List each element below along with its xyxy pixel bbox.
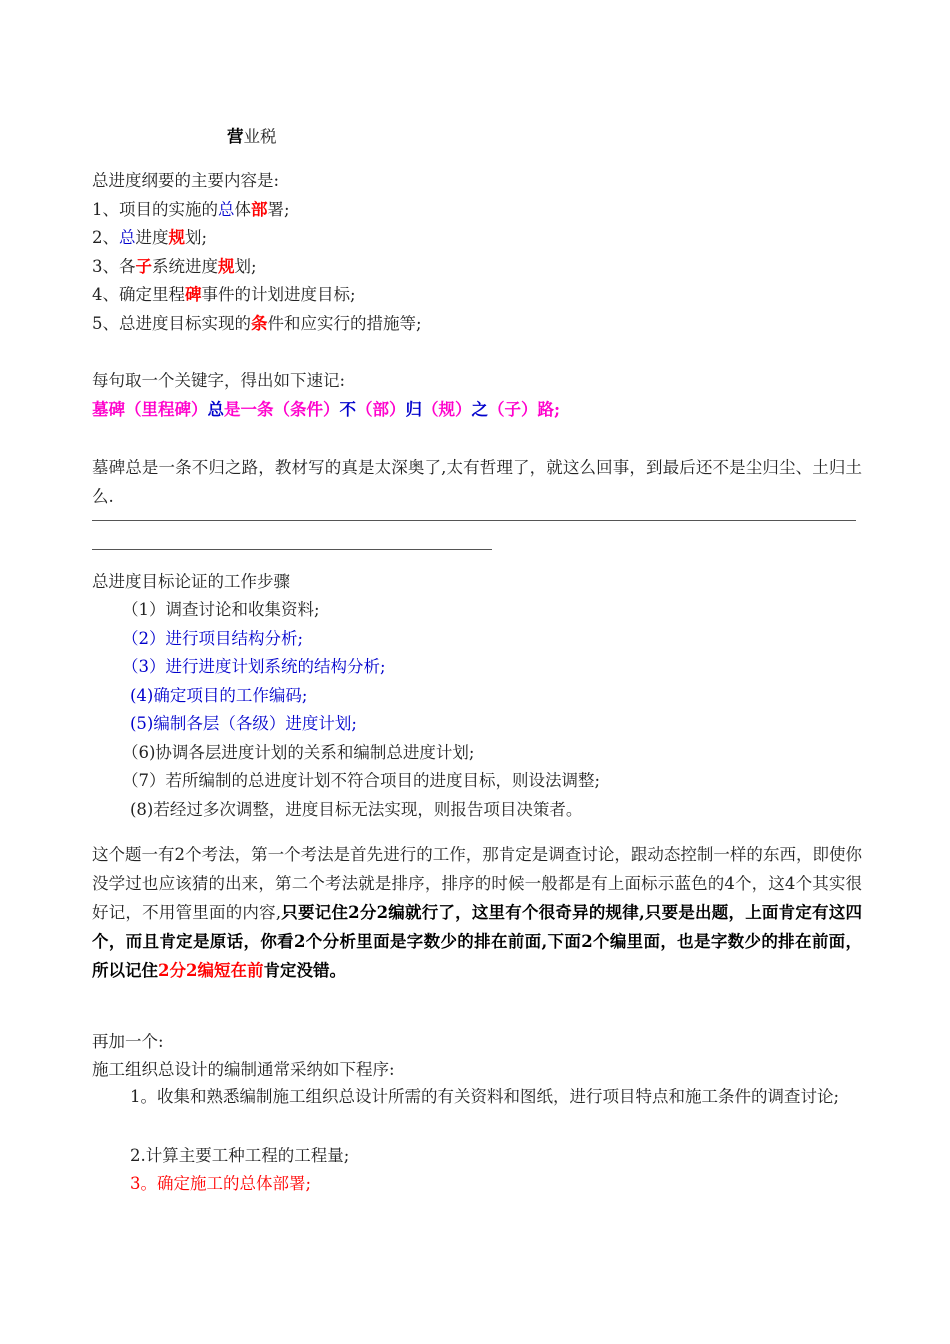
outline-item-4-text: 4、确定里程 (92, 285, 185, 304)
outline-item-5-key-tiao: 条 (251, 314, 268, 333)
mnemonic-part-7: （部） (356, 400, 406, 419)
mnemonic-part-2: （里程碑） (125, 400, 208, 419)
outline-item-4-key-bei: 碑 (185, 285, 202, 304)
explanation-text: 这个题一有2个考法，第一个考法是首先进行的工作，那肯定是调查讨论，跟动态控制一样的东西，即使你没学过也应该猜的出来，第二个考法就是排序，排序的时候一般都是有上面标示蓝色的4个，这4个其实很好记，不用管里面的内容, (92, 845, 862, 922)
mnemonic-part-8: 归 (405, 400, 422, 419)
outline-item-4 (92, 284, 356, 306)
explanation-paragraph (92, 840, 862, 985)
outline-item-2-text-3: 划; (185, 228, 208, 247)
step-3: （3）进行进度计划系统的结构分析; (122, 657, 386, 676)
outline-item-2-text-2: 进度 (135, 228, 169, 247)
title-first-char: 营 (227, 127, 244, 146)
step-4: (4)确定项目的工作编码; (130, 686, 308, 705)
outline-item-3-key-zi: 子 (135, 257, 152, 276)
mnemonic-part-4: 是一条 (224, 400, 274, 419)
outline-item-2-key-total: 总 (119, 228, 136, 247)
outline-item-3-text-3: 划; (234, 257, 257, 276)
mnemonic-line (92, 399, 560, 421)
page-title (227, 126, 277, 148)
separator-line-2 (92, 549, 492, 550)
outline-item-5-text: 5、总进度目标实现的 (92, 314, 251, 333)
outline-item-2 (92, 227, 207, 249)
mnemonic-part-6: 不 (339, 400, 356, 419)
outline-item-3-text: 3、各 (92, 257, 136, 276)
outline-item-5-text-2: 件和应实行的措施等; (267, 314, 422, 333)
explanation-bold: 只要记住2分2编就行了，这里有个很奇异的规律,只要是出题，上面肯定有这四个，而且肯定是原话，你看2个分析里面是字数少的排在前面,下面2个编里面，也是字数少的排在前面，所以记住 (92, 903, 862, 980)
separator-line-1 (92, 520, 856, 521)
extra-intro: 再加一个: (92, 1032, 164, 1051)
explanation-highlight: 2分2编短在前 (158, 961, 264, 980)
explanation-end: 肯定没错。 (263, 961, 346, 980)
outline-item-2-text: 2、 (92, 228, 119, 247)
outline-item-3-key-gui: 规 (218, 257, 235, 276)
mnemonic-part-9: （规） (422, 400, 472, 419)
step-6: （6)协调各层进度计划的关系和编制总进度计划; (122, 743, 475, 762)
outline-item-4-text-2: 事件的计划进度目标; (201, 285, 356, 304)
extra-heading: 施工组织总设计的编制通常采纳如下程序: (92, 1060, 395, 1079)
title-rest: 业税 (243, 127, 277, 146)
mnemonic-part-3: 总 (207, 400, 224, 419)
outline-item-1-key-bu: 部 (251, 200, 268, 219)
outline-heading: 总进度纲要的主要内容是: (92, 171, 280, 190)
outline-item-2-key-gui: 规 (168, 228, 185, 247)
mnemonic-intro: 每句取一个关键字，得出如下速记: (92, 371, 346, 390)
extra-step-1: 1。收集和熟悉编制施工组织总设计所需的有关资料和图纸，进行项目特点和施工条件的调查讨论; (130, 1087, 840, 1106)
mnemonic-part-5: （条件） (273, 400, 340, 419)
extra-step-2: 2.计算主要工种工程的工程量; (130, 1146, 350, 1165)
outline-item-5 (92, 313, 422, 335)
outline-item-1-text-3: 署; (267, 200, 290, 219)
mnemonic-part-10: 之 (471, 400, 488, 419)
extra-step-3: 3。确定施工的总体部署; (130, 1174, 312, 1193)
steps-heading: 总进度目标论证的工作步骤 (92, 572, 290, 591)
outline-item-1-text-2: 体 (234, 200, 251, 219)
step-2: （2）进行项目结构分析; (122, 629, 304, 648)
outline-item-1-key-total: 总 (218, 200, 235, 219)
mnemonic-part-1: 墓碑 (92, 400, 125, 419)
outline-item-3-text-2: 系统进度 (152, 257, 218, 276)
comment-paragraph: 墓碑总是一条不归之路，教材写的真是太深奥了,太有哲理了，就这么回事，到最后还不是尘归尘、土归土么. (92, 458, 862, 506)
mnemonic-part-11: （子） (488, 400, 538, 419)
step-8: (8)若经过多次调整，进度目标无法实现，则报告项目决策者。 (130, 800, 583, 819)
mnemonic-part-12: 路; (537, 400, 561, 419)
outline-item-3 (92, 256, 257, 278)
outline-item-1 (92, 199, 290, 221)
step-7: （7）若所编制的总进度计划不符合项目的进度目标，则设法调整; (122, 771, 601, 790)
outline-item-1-text: 1、项目的实施的 (92, 200, 218, 219)
step-1: （1）调查讨论和收集资料; (122, 600, 320, 619)
step-5: (5)编制各层（各级）进度计划; (130, 714, 357, 733)
